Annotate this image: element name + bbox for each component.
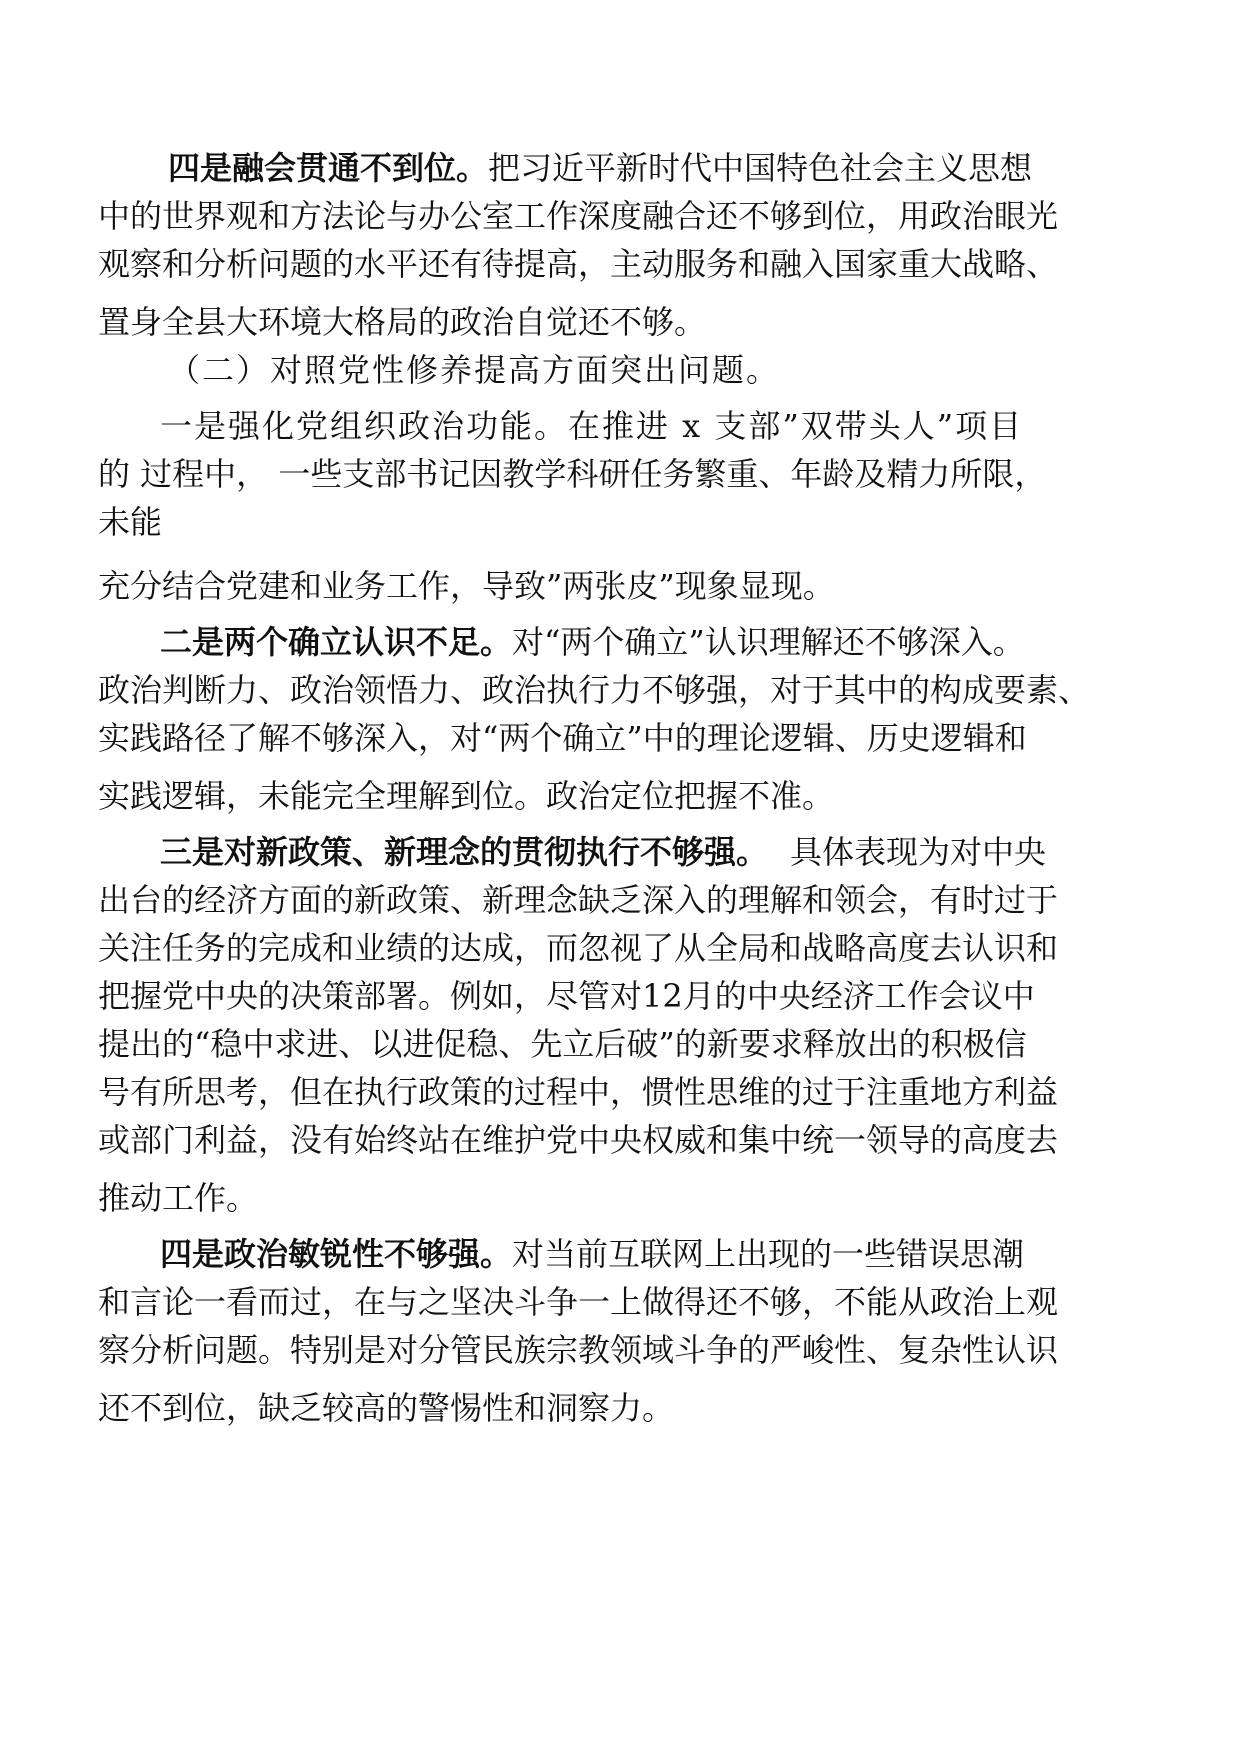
paragraph-4-line-1-text: 具体表现为对中央 bbox=[790, 833, 1047, 871]
paragraph-1-line-3: 观察和分析问题的水平还有待提高，主动服务和融入国家重大战略、 bbox=[98, 245, 1059, 283]
paragraph-4-line-4: 把握党中央的决策部署。例如，尽管对12月的中央经济工作会议中 bbox=[98, 977, 1035, 1015]
paragraph-5-line-3: 察分析问题。特别是对分管民族宗教领域斗争的严峻性、复杂性认识 bbox=[98, 1331, 1059, 1369]
paragraph-1-line-2: 中的世界观和方法论与办公室工作深度融合还不够到位，用政治眼光 bbox=[98, 197, 1059, 235]
paragraph-4-line-8: 推动工作。 bbox=[98, 1179, 259, 1217]
paragraph-3-line-2: 政治判断力、政治领悟力、政治执行力不够强，对于其中的构成要素、 bbox=[98, 671, 1091, 709]
paragraph-4-line-5: 提出的“稳中求进、以进促稳、先立后破”的新要求释放出的积极信 bbox=[98, 1025, 1027, 1063]
paragraph-3-lead: 二是两个确立认识不足。 bbox=[160, 623, 513, 661]
paragraph-5-line-4: 还不到位，缺乏较高的警惕性和洞察力。 bbox=[98, 1389, 675, 1427]
paragraph-3-line-4: 实践逻辑，未能完全理解到位。政治定位把握不准。 bbox=[98, 777, 835, 815]
paragraph-5-line-1 bbox=[160, 1234, 1024, 1274]
section-2-heading: （二）对照党性修养提高方面突出问题。 bbox=[168, 351, 781, 389]
paragraph-4-line-6: 号有所思考，但在执行政策的过程中，惯性思维的过于注重地方利益 bbox=[98, 1073, 1059, 1111]
paragraph-5-lead: 四是政治敏锐性不够强。 bbox=[160, 1235, 513, 1273]
paragraph-5-line-2: 和言论一看而过，在与之坚决斗争一上做得还不够，不能从政治上观 bbox=[98, 1283, 1059, 1321]
paragraph-4-line-3: 关注任务的完成和业绩的达成，而忽视了从全局和战略高度去认识和 bbox=[98, 929, 1059, 967]
paragraph-1-line-4: 置身全县大环境大格局的政治自觉还不够。 bbox=[98, 303, 707, 341]
paragraph-3-line-1-text: 对“两个确立”认识理解还不够深入。 bbox=[512, 623, 1025, 661]
paragraph-4-lead: 三是对新政策、新理念的贯彻执行不够强。 bbox=[160, 833, 769, 871]
paragraph-4-line-1 bbox=[160, 832, 1046, 872]
paragraph-4-line-7: 或部门利益，没有始终站在维护党中央权威和集中统一领导的高度去 bbox=[98, 1121, 1059, 1159]
paragraph-2-line-1: 一是强化党组织政治功能。在推进 x 支部”双带头人”项目 bbox=[160, 407, 1024, 445]
paragraph-2-line-4: 充分结合党建和业务工作，导致”两张皮”现象显现。 bbox=[98, 567, 835, 605]
paragraph-2-line-2: 的 过程中， 一些支部书记因教学科研任务繁重、年龄及精力所限， bbox=[98, 455, 1047, 493]
paragraph-2-line-3: 未能 bbox=[98, 503, 163, 541]
paragraph-1-lead: 四是融会贯通不到位。 bbox=[168, 149, 489, 187]
paragraph-4-line-2: 出台的经济方面的新政策、新理念缺乏深入的理解和领会，有时过于 bbox=[98, 881, 1059, 919]
paragraph-1-line-1 bbox=[168, 148, 1032, 188]
paragraph-5-line-1-text: 对当前互联网上出现的一些错误思潮 bbox=[512, 1235, 1025, 1273]
paragraph-3-line-3: 实践路径了解不够深入，对“两个确立”中的理论逻辑、历史逻辑和 bbox=[98, 719, 1027, 757]
paragraph-1-line-1-text: 把习近平新时代中国特色社会主义思想 bbox=[488, 149, 1033, 187]
paragraph-3-line-1 bbox=[160, 622, 1025, 662]
